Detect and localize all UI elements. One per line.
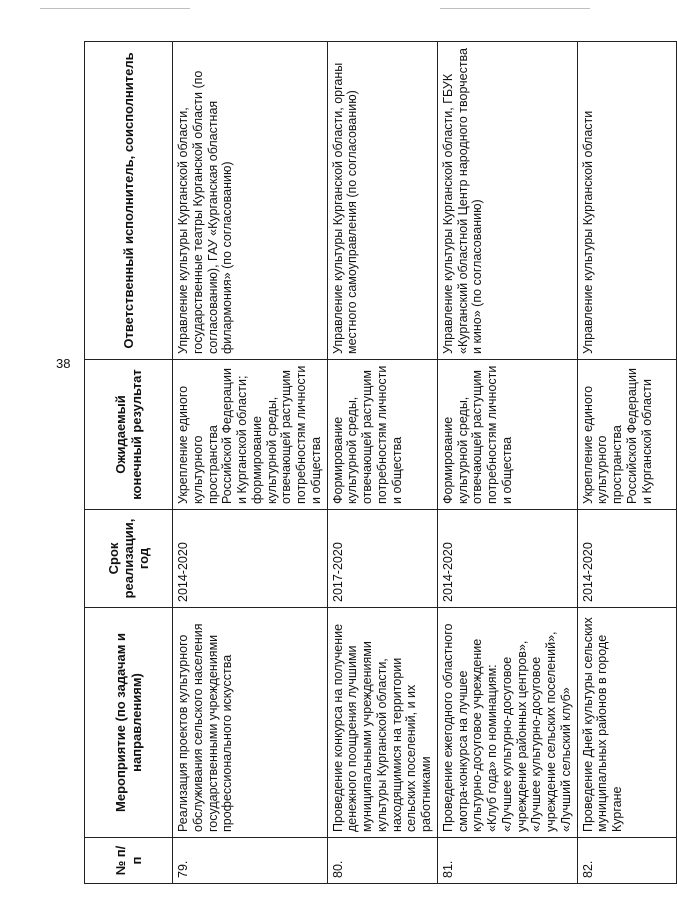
table-row: [327, 42, 437, 884]
table-row: [173, 42, 328, 884]
cell-number: 80.: [327, 838, 437, 884]
header-measure: Мероприятие (по задачам и направлениям): [85, 608, 173, 838]
table-row: [577, 42, 676, 884]
document-table-container: [84, 42, 654, 884]
cell-number: 81.: [437, 838, 577, 884]
cell-executor: Управление культуры Курганской области, ГБУК «Курганский областной Центр народного творчества и кино» (по согласованию): [437, 42, 577, 360]
scan-edge-mark-left: [40, 8, 190, 9]
header-term: Срок реализации, год: [85, 510, 173, 608]
cell-result: Формирование культурной среды, отвечающей растущим потребностям личности и общества: [437, 360, 577, 510]
page-number: 38: [56, 356, 71, 371]
header-number: № п/п: [85, 838, 173, 884]
cell-result: Укрепление единого культурного пространства Российской Федерации и Курганской области; формирование культурной среды, отвечающей растущим потребностям личности и общества: [173, 360, 328, 510]
cell-result: Формирование культурной среды, отвечающей растущим потребностям личности и общества: [327, 360, 437, 510]
cell-number: 82.: [577, 838, 676, 884]
header-result: Ожидаемый конечный результат: [85, 360, 173, 510]
measures-table: [84, 41, 677, 884]
cell-executor: Управление культуры Курганской области, государственные театры Курганской области (по согласованию), ГАУ «Курганская областная филармония» (по согласованию): [173, 42, 328, 360]
cell-term: 2014-2020: [437, 510, 577, 608]
cell-term: 2014-2020: [173, 510, 328, 608]
table-row: [437, 42, 577, 884]
cell-measure: Проведение конкурса на получение денежного поощрения лучшими муниципальными учреждениями культуры Курганской области, находящимися на территории сельских поселений, и их работниками: [327, 608, 437, 838]
cell-term: 2017-2020: [327, 510, 437, 608]
cell-number: 79.: [173, 838, 328, 884]
cell-result: Укрепление единого культурного пространства Российской Федерации и Курганской области: [577, 360, 676, 510]
cell-measure: Проведение ежегодного областного смотра-конкурса на лучшее культурно-досуговое учреждение «Клуб года» по номинациям: «Лучшее культурно-досуговое учреждение районных центров», «Лучшее культурно-досуговое учреждение сельских поселений», «Лучший сельский клуб»: [437, 608, 577, 838]
cell-term: 2014-2020: [577, 510, 676, 608]
header-executor: Ответственный исполнитель, соисполнитель: [85, 42, 173, 360]
cell-measure: Реализация проектов культурного обслуживания сельского населения государственными учреждениями профессионального искусства: [173, 608, 328, 838]
cell-measure: Проведение Дней культуры сельских муниципальных районов в городе Кургане: [577, 608, 676, 838]
cell-executor: Управление культуры Курганской области: [577, 42, 676, 360]
cell-executor: Управление культуры Курганской области, органы местного самоуправления (по согласованию): [327, 42, 437, 360]
table-header-row: [85, 42, 173, 884]
scan-edge-mark-right: [440, 8, 590, 9]
